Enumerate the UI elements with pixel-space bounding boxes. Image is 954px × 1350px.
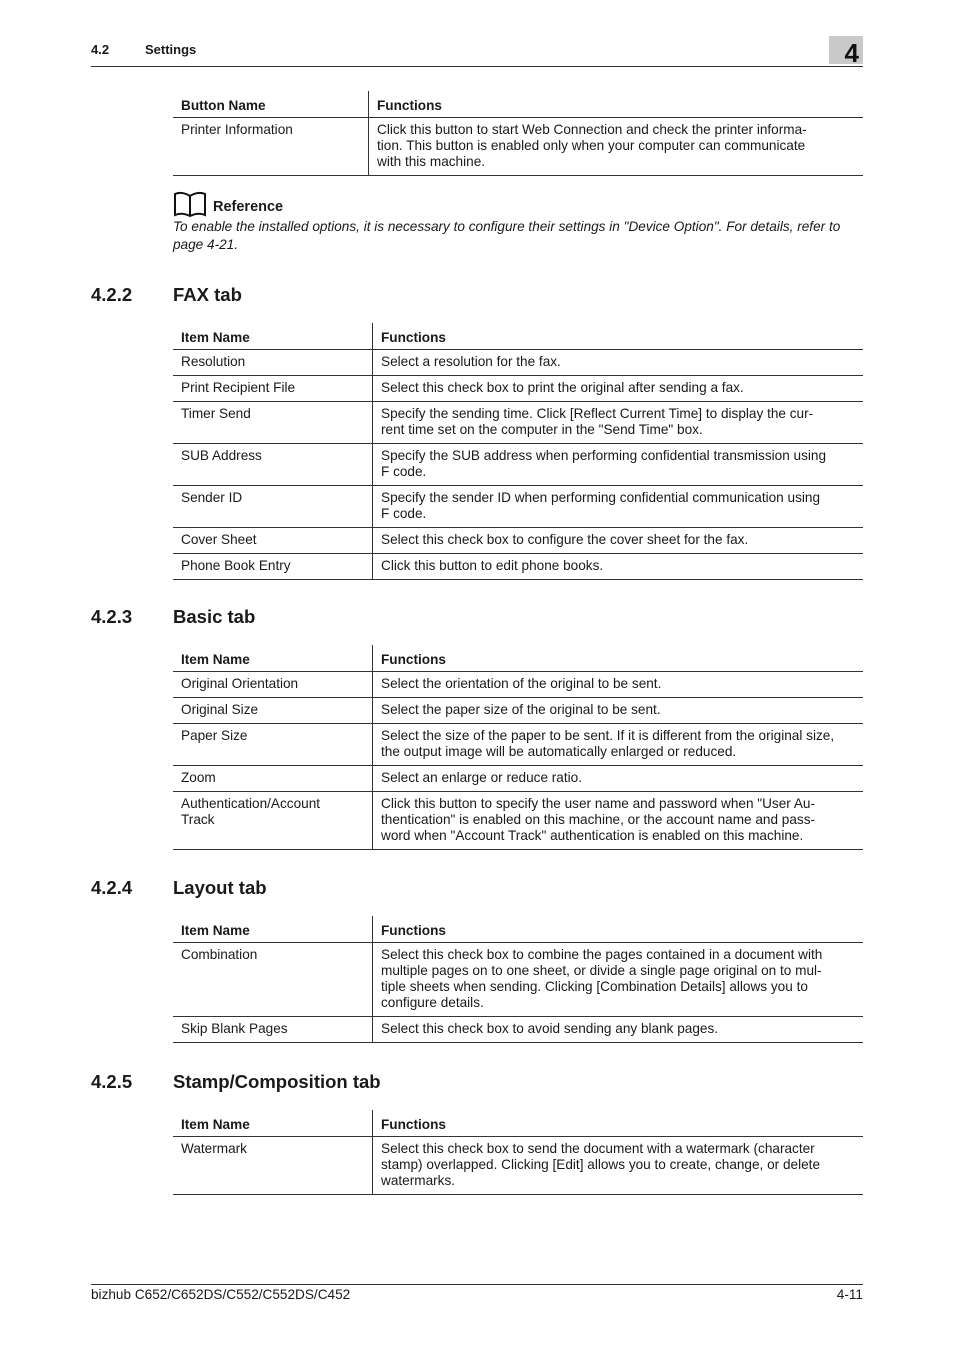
item-name-cell: Print Recipient File — [173, 376, 373, 402]
section-heading — [91, 606, 255, 628]
functions-cell: Select this check box to send the document with a watermark (character stamp) overlapped. Clicking [Edit] allows you to create, change, or delete watermarks. — [373, 1137, 864, 1195]
item-name-cell: Cover Sheet — [173, 528, 373, 554]
section-title: Layout tab — [173, 877, 267, 898]
functions-cell: Click this button to start Web Connection and check the printer informa- tion. This button is enabled only when your computer can communicate with this machine. — [369, 118, 864, 176]
functions-cell: Select a resolution for the fax. — [373, 350, 864, 376]
column-header: Button Name — [173, 91, 369, 118]
item-name-cell: Sender ID — [173, 486, 373, 528]
stamp-composition-tab-table — [173, 1110, 863, 1195]
functions-cell: Click this button to edit phone books. — [373, 554, 864, 580]
item-name-cell: SUB Address — [173, 444, 373, 486]
item-name-cell: Zoom — [173, 766, 373, 792]
table-row — [173, 672, 863, 698]
section-title: Stamp/Composition tab — [173, 1071, 381, 1092]
table-row — [173, 118, 863, 176]
item-name-cell: Paper Size — [173, 724, 373, 766]
header-title: Settings — [145, 42, 197, 57]
functions-cell: Select an enlarge or reduce ratio. — [373, 766, 864, 792]
layout-tab-table — [173, 916, 863, 1043]
footer-page-number: 4-11 — [836, 1287, 863, 1302]
item-name-cell: Original Size — [173, 698, 373, 724]
item-name-cell: Watermark — [173, 1137, 373, 1195]
table-row — [173, 376, 863, 402]
table-row — [173, 1017, 863, 1043]
item-name-cell: Printer Information — [173, 118, 369, 176]
column-header: Functions — [369, 91, 864, 118]
table-row — [173, 528, 863, 554]
table-row — [173, 698, 863, 724]
item-name-cell: Phone Book Entry — [173, 554, 373, 580]
functions-cell: Select the size of the paper to be sent. If it is different from the original size, the output image will be automatically enlarged or reduced. — [373, 724, 864, 766]
functions-cell: Specify the sender ID when performing confidential communication using F code. — [373, 486, 864, 528]
footer-model: bizhub C652/C652DS/C552/C552DS/C452 — [91, 1287, 351, 1302]
section-number: 4.2.3 — [91, 606, 133, 627]
item-name-cell: Original Orientation — [173, 672, 373, 698]
section-heading — [91, 1071, 381, 1093]
functions-cell: Select the orientation of the original to be sent. — [373, 672, 864, 698]
table-row — [173, 444, 863, 486]
table-row — [173, 766, 863, 792]
page-footer — [91, 1284, 863, 1302]
basic-tab-table — [173, 645, 863, 850]
header-section-number: 4.2 — [91, 42, 110, 57]
functions-cell: Select this check box to print the original after sending a fax. — [373, 376, 864, 402]
section-heading — [91, 284, 242, 306]
table-row — [173, 486, 863, 528]
functions-cell: Click this button to specify the user name and password when "User Au- thentication" is enabled on this machine, or the account name and pass- word when "Account Track" authentication is enabled on this machine. — [373, 792, 864, 850]
table-row — [173, 350, 863, 376]
section-title: FAX tab — [173, 284, 242, 305]
column-header: Functions — [373, 916, 864, 943]
table-row — [173, 554, 863, 580]
section-heading — [91, 877, 267, 899]
functions-cell: Select this check box to avoid sending any blank pages. — [373, 1017, 864, 1043]
functions-cell: Select the paper size of the original to be sent. — [373, 698, 864, 724]
reference-title: Reference — [213, 199, 284, 215]
column-header: Functions — [373, 645, 864, 672]
column-header: Item Name — [173, 1110, 373, 1137]
section-number: 4.2.4 — [91, 877, 133, 898]
button-table — [173, 91, 863, 176]
reference-text: To enable the installed options, it is necessary to configure their settings in "Device Option". For details, refer to page 4-21. — [173, 219, 841, 252]
fax-tab-table — [173, 323, 863, 580]
column-header: Functions — [373, 323, 864, 350]
table-row — [173, 1137, 863, 1195]
table-row — [173, 943, 863, 1017]
column-header: Item Name — [173, 916, 373, 943]
column-header: Item Name — [173, 323, 373, 350]
item-name-cell: Combination — [173, 943, 373, 1017]
functions-cell: Specify the sending time. Click [Reflect Current Time] to display the cur- rent time set on the computer in the "Send Time" box. — [373, 402, 864, 444]
section-title: Basic tab — [173, 606, 256, 627]
item-name-cell: Timer Send — [173, 402, 373, 444]
item-name-cell: Resolution — [173, 350, 373, 376]
table-row — [173, 402, 863, 444]
book-icon — [173, 191, 207, 217]
table-row — [173, 792, 863, 850]
functions-cell: Select this check box to combine the pages contained in a document with multiple pages on to one sheet, or divide a single page original on to mul- tiple sheets when sending. Clicking [Combination Details] allows you to configure details. — [373, 943, 864, 1017]
table-row — [173, 724, 863, 766]
chapter-number: 4 — [844, 38, 859, 68]
column-header: Item Name — [173, 645, 373, 672]
section-number: 4.2.2 — [91, 284, 133, 305]
functions-cell: Select this check box to configure the cover sheet for the fax. — [373, 528, 864, 554]
column-header: Functions — [373, 1110, 864, 1137]
functions-cell: Specify the SUB address when performing confidential transmission using F code. — [373, 444, 864, 486]
item-name-cell: Authentication/Account Track — [173, 792, 373, 850]
item-name-cell: Skip Blank Pages — [173, 1017, 373, 1043]
section-number: 4.2.5 — [91, 1071, 133, 1092]
page-header — [91, 40, 863, 67]
